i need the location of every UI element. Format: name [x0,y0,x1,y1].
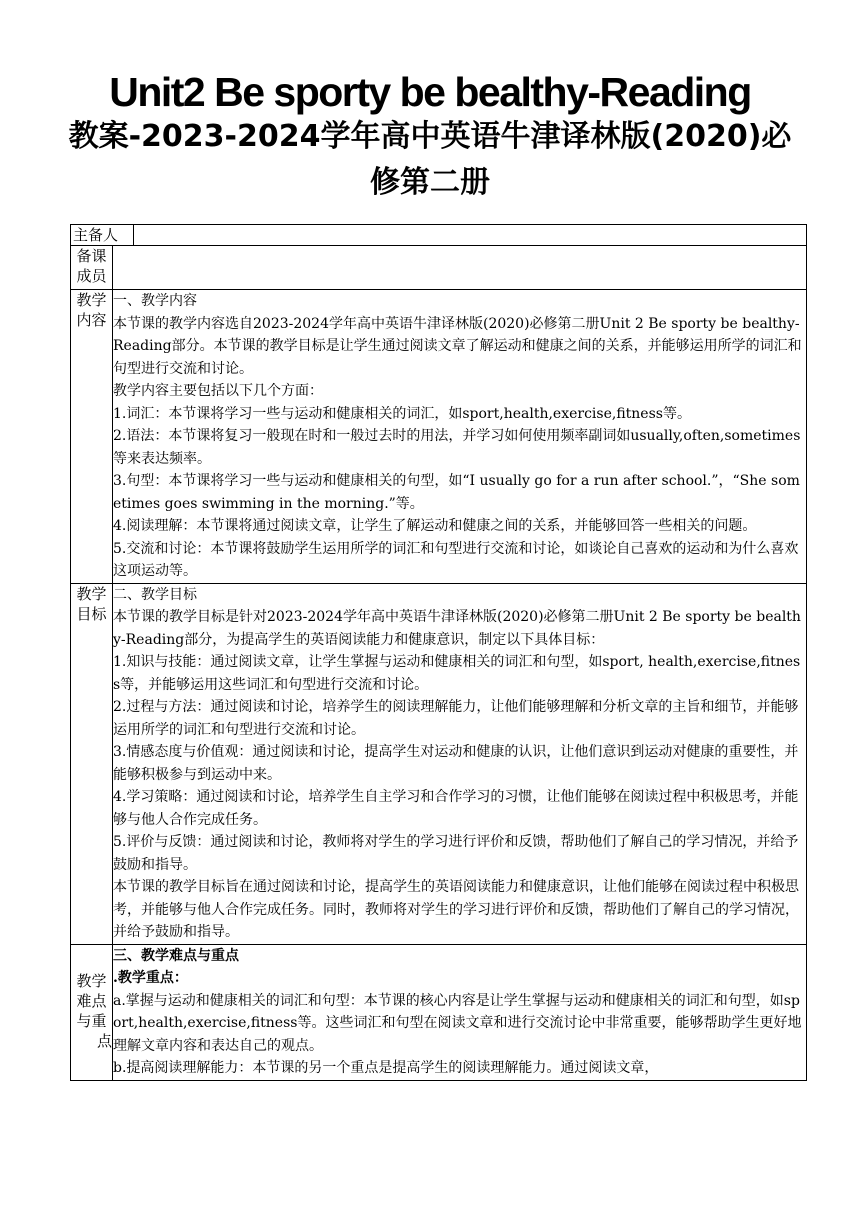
objectives-label [71,583,113,944]
content-paragraph: 3.句型：本节课将学习一些与运动和健康相关的句型，如“I usually go for a run after school.”，“She sometimes goes swimming in the morning.”等。 [113,473,800,512]
content-paragraph: 1.词汇：本节课将学习一些与运动和健康相关的词汇，如sport,health,exercise,fitness等。 [113,405,691,422]
keypoints-subheading: .教学重点： [113,970,188,986]
content-paragraph: 4.阅读理解：本节课将通过阅读文章，让学生了解运动和健康之间的关系，并能够回答一些相关的问题。 [113,518,757,534]
content-row [71,290,807,584]
lesson-plan-table [70,224,807,1081]
objectives-body [113,583,807,944]
content-body [113,290,807,584]
members-label [71,246,113,290]
keypoints-paragraph: b.提高阅读理解能力：本节课的另一个重点是提高学生的阅读理解能力。通过阅读文章， [113,1060,659,1076]
document-title-chinese: 教案-2023-2024学年高中英语牛津译林版(2020)必修第二册 [68,119,792,200]
objectives-paragraph: 本节课的教学目标旨在通过阅读和讨论，提高学生的英语阅读能力和健康意识，让他们能够在阅读过程中积极思考，并能够与他人合作完成任务。同时，教师将对学生的学习进行评价和反馈，帮助他们了解自己的学习情况，并给予鼓励和指导。 [113,879,799,940]
objectives-paragraph: 5.评价与反馈：通过阅读和讨论，教师将对学生的学习进行评价和反馈，帮助他们了解自己的学习情况，并给予鼓励和指导。 [113,834,799,873]
keypoints-heading: 三、教学难点与重点 [113,947,239,964]
members-label-line1: 备课 [76,247,107,265]
objectives-paragraph: 二、教学目标 [113,586,197,603]
host-value [134,225,806,245]
keypoints-label-line3: 与重 [76,1011,107,1030]
keypoints-paragraph: a.掌握与运动和健康相关的词汇和句型：本节课的核心内容是让学生掌握与运动和健康相关的词汇和句型，如sport,health,exercise,fitness等。这些词汇和句型在阅读文章和进行交流讨论中非常重要，能够帮助学生更好地理解文章内容和表达自己的观点。 [113,992,802,1054]
host-label: 主备人 [71,225,134,245]
keypoints-row [71,944,807,1080]
document-title-english: Unit2 Be sporty be bealthy-Reading [109,69,751,115]
keypoints-label [71,944,113,1080]
members-row [71,246,807,290]
objectives-label-line1: 教学 [76,584,107,603]
members-value [113,246,807,290]
keypoints-label-line1: 教学 [76,971,107,990]
content-paragraph: 5.交流和讨论：本节课将鼓励学生运用所学的词汇和句型进行交流和讨论，如谈论自己喜欢的运动和为什么喜欢这项运动等。 [113,540,799,579]
content-label [71,290,113,584]
objectives-label-line2: 目标 [76,604,107,623]
keypoints-label-line2: 难点 [76,991,107,1010]
objectives-paragraph: 2.过程与方法：通过阅读和讨论，培养学生的阅读理解能力，让他们能够理解和分析文章的主旨和细节，并能够运用所学的词汇和句型进行交流和讨论。 [113,699,799,738]
objectives-row [71,583,807,944]
objectives-paragraph: 3.情感态度与价值观：通过阅读和讨论，提高学生对运动和健康的认识，让他们意识到运动对健康的重要性，并能够积极参与到运动中来。 [113,744,799,783]
content-label-line1: 教学 [76,291,107,309]
members-label-line2: 成员 [76,267,107,285]
objectives-paragraph: 本节课的教学目标是针对2023-2024学年高中英语牛津译林版(2020)必修第二册Unit 2 Be sporty be bealthy-Reading部分，为提高学生的英语阅读能力和健康意识，制定以下具体目标： [113,609,801,648]
host-row [71,225,807,246]
keypoints-label-line4: 点 [96,1031,112,1050]
content-paragraph: 本节课的教学内容选自2023-2024学年高中英语牛津译林版(2020)必修第二册Unit 2 Be sporty be bealthy-Reading部分。本节课的教学目标是让学生通过阅读文章了解运动和健康之间的关系，并能够运用所学的词汇和句型进行交流和讨论。 [113,315,802,377]
objectives-paragraph: 4.学习策略：通过阅读和讨论，培养学生自主学习和合作学习的习惯，让他们能够在阅读过程中积极思考，并能够与他人合作完成任务。 [113,789,799,828]
keypoints-body [113,944,807,1080]
objectives-paragraph: 1.知识与技能：通过阅读文章，让学生掌握与运动和健康相关的词汇和句型，如sport, health,exercise,fitness等，并能够运用这些词汇和句型进行交流和讨论。 [113,654,801,693]
content-paragraph: 一、教学内容 [113,293,197,309]
content-paragraph: 教学内容主要包括以下几个方面： [113,383,323,399]
content-label-line2: 内容 [76,311,107,329]
content-paragraph: 2.语法：本节课将复习一般现在时和一般过去时的用法，并学习如何使用频率副词如usually,often,sometimes等来表达频率。 [113,428,801,467]
